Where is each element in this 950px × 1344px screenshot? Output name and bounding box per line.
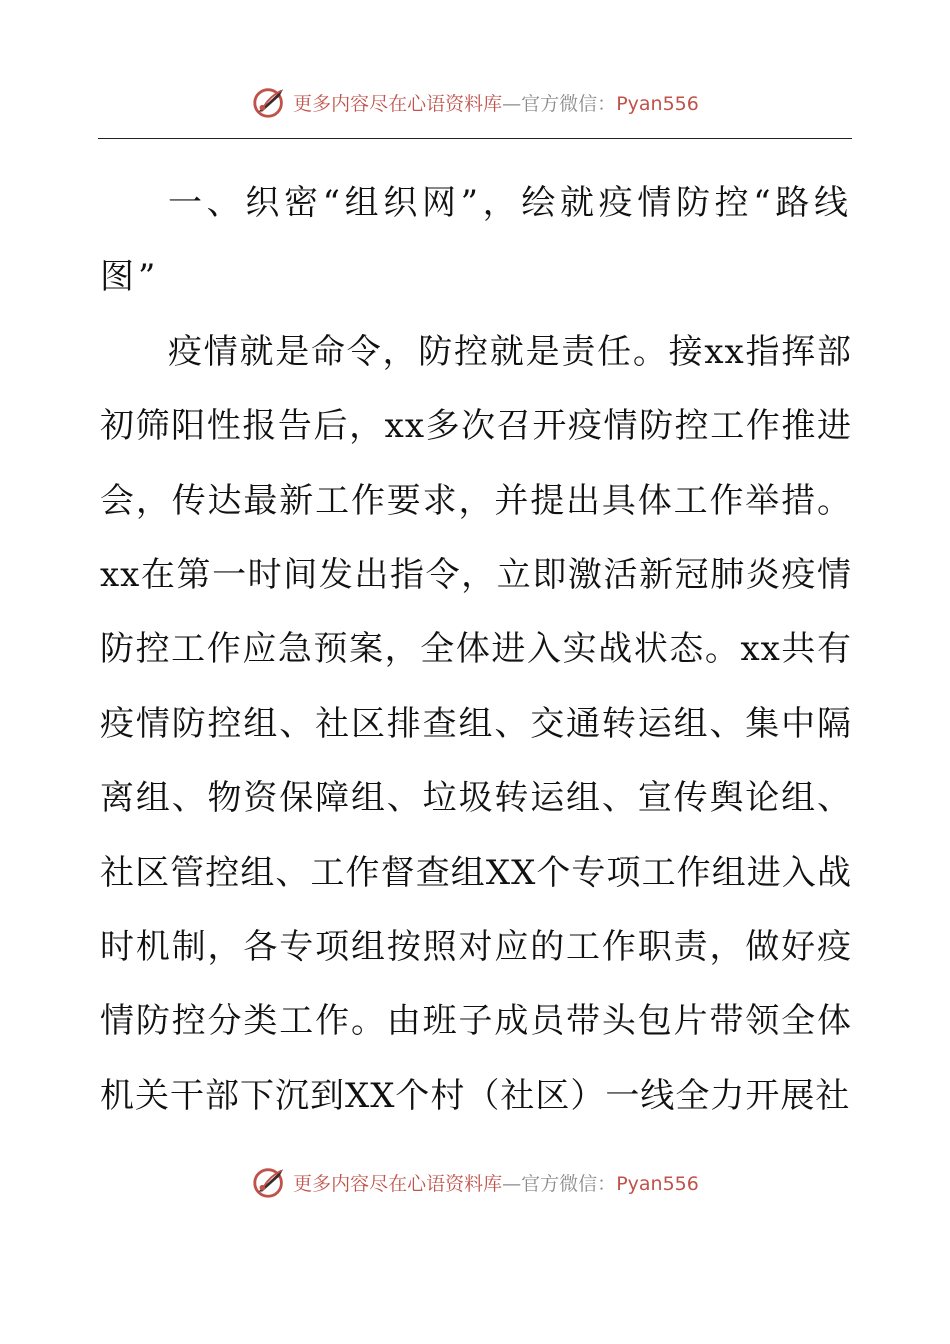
- page-header: [0, 78, 950, 126]
- document-body: [100, 166, 852, 1133]
- contact-label: 官方微信：: [521, 92, 617, 115]
- header-divider: [98, 138, 852, 139]
- contact-handle: Pyan556: [616, 92, 699, 115]
- watermark-banner-footer: [251, 1163, 699, 1201]
- footer-brand-text: 更多内容尽在心语资料库: [293, 1172, 503, 1195]
- footer-contact-label: 官方微信：: [521, 1172, 617, 1195]
- footer-brand-dash: —: [502, 1172, 522, 1195]
- footer-contact-handle: Pyan556: [616, 1172, 699, 1195]
- section-heading: 一、织密“组织网”，绘就疫情防控“路线图”: [100, 183, 852, 298]
- brand-dash: —: [502, 92, 522, 115]
- page-footer: [0, 1158, 950, 1206]
- brand-text: 更多内容尽在心语资料库: [293, 92, 503, 115]
- body-paragraph: 疫情就是命令，防控就是责任。接xx指挥部初筛阳性报告后，xx多次召开疫情防控工作推进会，传达最新工作要求，并提出具体工作举措。xx在第一时间发出指令，立即激活新冠肺炎疫情防控工作应急预案，全体进入实战状态。xx共有疫情防控组、社区排查组、交通转运组、集中隔离组、物资保障组、垃圾转运组、宣传舆论组、社区管控组、工作督查组XX个专项工作组进入战时机制，各专项组按照对应的工作职责，做好疫情防控分类工作。由班子成员带头包片带领全体机关干部下沉到XX个村（社区）一线全力开展社: [100, 331, 852, 1116]
- watermark-banner: [251, 83, 699, 121]
- quill-logo-icon: [251, 1163, 289, 1201]
- quill-logo-icon: [251, 83, 289, 121]
